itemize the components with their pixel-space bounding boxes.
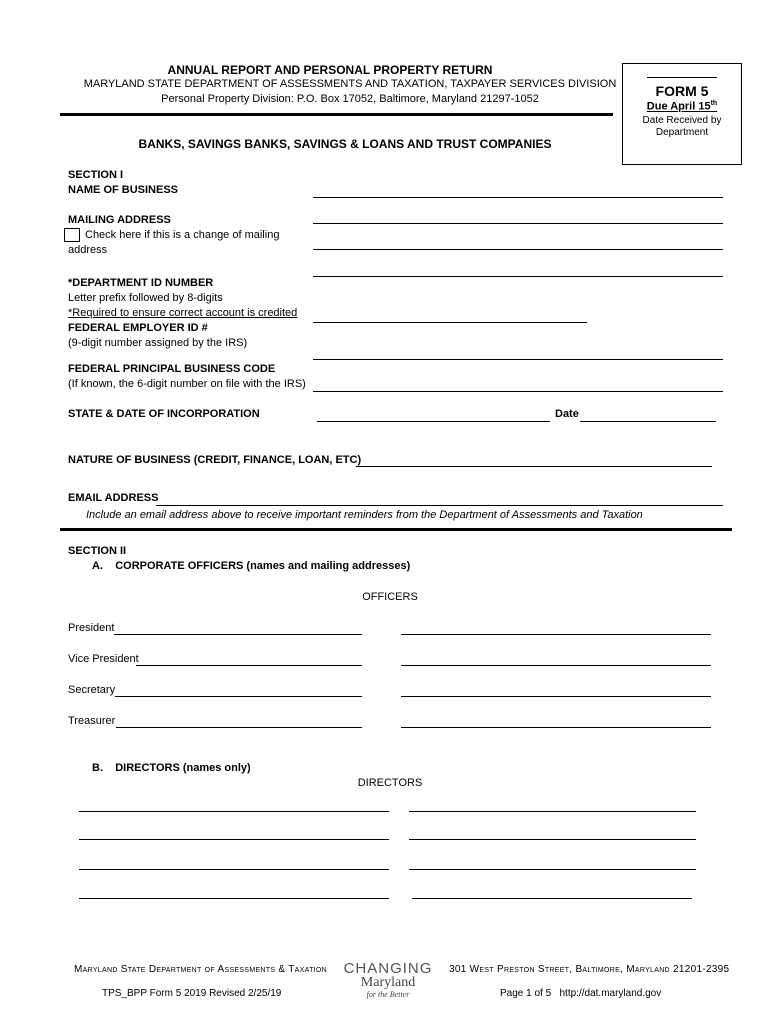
form-number-box [622, 63, 742, 165]
state-of-incorporation-label: STATE & DATE OF INCORPORATION [68, 408, 260, 420]
footer-address: 301 West Preston Street, Baltimore, Maryland 21201-2395 [449, 964, 730, 975]
agency-name: MARYLAND STATE DEPARTMENT OF ASSESSMENTS AND TAXATION, TAXPAYER SERVICES DIVISION [83, 78, 617, 90]
vice-president-address-input[interactable] [401, 651, 711, 666]
president-label: President [68, 622, 115, 634]
footer-form-id: TPS_BPP Form 5 2019 Revised 2/25/19 [102, 988, 282, 999]
corporate-officers-heading: A. CORPORATE OFFICERS (names and mailing addresses) [92, 560, 411, 572]
footer-url: http://dat.maryland.gov [559, 988, 662, 999]
fein-label: FEDERAL EMPLOYER ID # [68, 322, 208, 334]
director-input-2[interactable] [409, 797, 696, 812]
officers-title: OFFICERS [362, 591, 418, 603]
section-2-heading: SECTION II [68, 545, 127, 557]
logo-changing: CHANGING [343, 960, 433, 977]
footer-page-info [500, 988, 661, 999]
secretary-name-input[interactable] [115, 682, 362, 697]
treasurer-label: Treasurer [68, 715, 116, 727]
directors-heading: B. DIRECTORS (names only) [92, 762, 251, 774]
email-address-input[interactable] [156, 491, 723, 506]
page-number: Page 1 of 5 [500, 988, 552, 999]
date-received-label-2: Department [655, 127, 709, 138]
secretary-address-input[interactable] [401, 682, 711, 697]
changing-maryland-logo [340, 961, 436, 999]
form-box-rule [647, 77, 717, 78]
nature-of-business-input[interactable] [356, 452, 712, 467]
director-input-6[interactable] [409, 855, 696, 870]
director-input-8[interactable] [412, 884, 692, 899]
fein-note: (9-digit number assigned by the IRS) [68, 337, 248, 349]
vice-president-name-input[interactable] [136, 651, 362, 666]
form-subtitle: BANKS, SAVINGS BANKS, SAVINGS & LOANS AND TRUST COMPANIES [138, 137, 552, 151]
fein-input[interactable] [313, 345, 723, 360]
form-title: ANNUAL REPORT AND PERSONAL PROPERTY RETURN [167, 63, 493, 77]
principal-business-code-input[interactable] [313, 377, 723, 392]
change-of-address-label-2: address [68, 244, 108, 256]
section-divider [60, 528, 732, 531]
logo-for-the-better: for the Better [366, 990, 410, 999]
secretary-label: Secretary [68, 684, 116, 696]
email-address-note: Include an email address above to receive important reminders from the Department of Assessments and Taxation [86, 509, 643, 521]
state-of-incorporation-input[interactable] [317, 407, 550, 422]
department-id-required-note: *Required to ensure correct account is credited [68, 307, 298, 319]
footer-agency: Maryland State Department of Assessments & Taxation [74, 964, 327, 975]
mailing-address-line-3[interactable] [313, 262, 723, 277]
mailing-address-line-1[interactable] [313, 209, 723, 224]
vice-president-label: Vice President [68, 653, 139, 665]
email-address-label: EMAIL ADDRESS [68, 492, 159, 504]
change-of-address-label: Check here if this is a change of mailing [85, 229, 280, 241]
director-input-1[interactable] [79, 797, 389, 812]
department-id-label: *DEPARTMENT ID NUMBER [68, 277, 214, 289]
date-of-incorporation-input[interactable] [580, 407, 716, 422]
director-input-4[interactable] [409, 825, 696, 840]
mailing-address-label: MAILING ADDRESS [68, 214, 171, 226]
directors-title: DIRECTORS [357, 777, 423, 789]
department-id-input[interactable] [313, 308, 587, 323]
date-received-label-1: Date Received by [642, 115, 722, 126]
treasurer-name-input[interactable] [116, 713, 362, 728]
director-input-3[interactable] [79, 825, 389, 840]
name-of-business-input[interactable] [313, 183, 723, 198]
agency-address: Personal Property Division: P.O. Box 17052, Baltimore, Maryland 21297-1052 [161, 93, 539, 105]
treasurer-address-input[interactable] [401, 713, 711, 728]
section-1-heading: SECTION I [68, 169, 124, 181]
department-id-note: Letter prefix followed by 8-digits [68, 292, 223, 304]
name-of-business-label: NAME OF BUSINESS [68, 184, 179, 196]
change-of-address-checkbox[interactable] [64, 228, 80, 242]
nature-of-business-label: NATURE OF BUSINESS (CREDIT, FINANCE, LOAN, ETC) [68, 454, 362, 466]
director-input-7[interactable] [79, 884, 389, 899]
principal-business-code-label: FEDERAL PRINCIPAL BUSINESS CODE [68, 363, 276, 375]
president-name-input[interactable] [114, 620, 362, 635]
mailing-address-line-2[interactable] [313, 235, 723, 250]
form-number: FORM 5 [655, 83, 709, 99]
director-input-5[interactable] [79, 855, 389, 870]
president-address-input[interactable] [401, 620, 711, 635]
header-rule [60, 113, 613, 116]
principal-business-code-note: (If known, the 6-digit number on file with the IRS) [68, 378, 306, 390]
due-date: Due April 15th [646, 100, 718, 113]
logo-maryland: Maryland [360, 975, 416, 990]
date-of-incorporation-label: Date [555, 408, 579, 420]
